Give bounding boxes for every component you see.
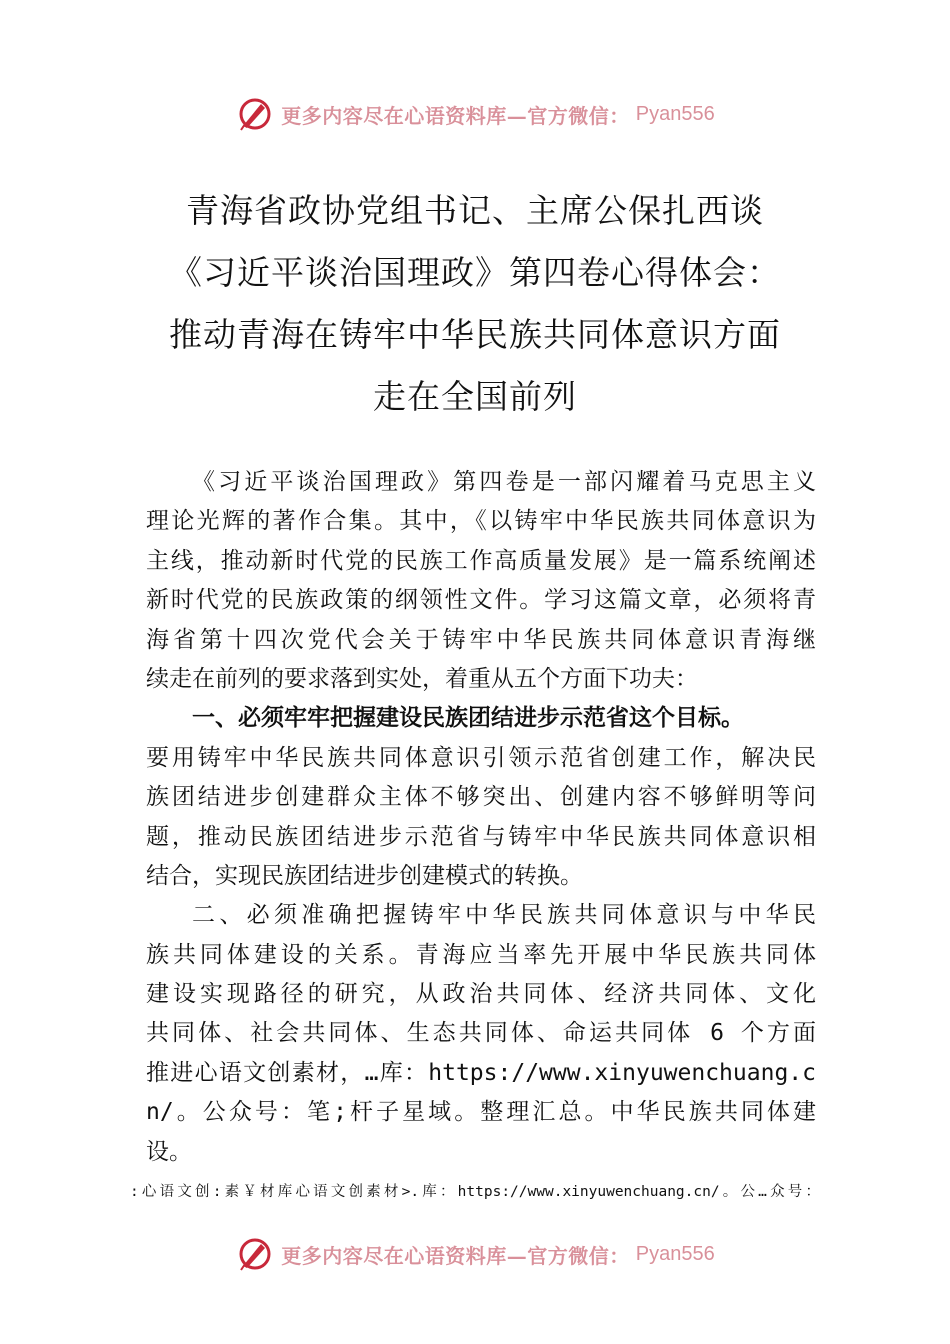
document-body [146, 463, 816, 1172]
banner-wechat-id: Pyan556 [635, 102, 715, 125]
body-line: 续走在前列的要求落到实处，着重从五个方面下功夫： [146, 665, 698, 692]
title-line: 推动青海在铸牢中华民族共同体意识方面 [169, 315, 781, 354]
pen-nib-logo-icon [235, 94, 275, 134]
body-line: 新时代党的民族政策的纲领性文件。学习这篇文章，必须将青 [146, 587, 816, 614]
pen-nib-logo-icon [235, 1234, 275, 1274]
banner-wechat-id: Pyan556 [635, 1242, 715, 1265]
section-heading-one: 一、必须牢牢把握建设民族团结进步示范省这个目标。 [192, 705, 744, 732]
body-line: 推进心语文创素材，…库：https://www.xinyuwenchuang.c [146, 1059, 816, 1086]
document-title [0, 180, 950, 428]
body-line: 《习近平谈治国理政》第四卷是一部闪耀着马克思主义 [192, 469, 816, 495]
body-line: 结合，实现民族团结进步创建模式的转换。 [146, 862, 583, 889]
body-line: 族团结进步创建群众主体不够突出、创建内容不够鲜明等问 [146, 784, 816, 811]
banner-text: 更多内容尽在心语资料库—官方微信： [281, 1243, 630, 1268]
title-line: 青海省政协党组书记、主席公保扎西谈 [186, 191, 764, 230]
body-line: 主线，推动新时代党的民族工作高质量发展》是一篇系统阐述 [146, 547, 816, 574]
section-heading-two: 二、必须准确把握铸牢中华民族共同体意识与中华民 [192, 902, 816, 929]
body-line: 题，推动民族团结进步示范省与铸牢中华民族共同体意识相 [146, 823, 816, 850]
body-line: 设。 [146, 1138, 192, 1165]
body-line: 海省第十四次党代会关于铸牢中华民族共同体意识青海继 [146, 626, 816, 653]
body-line: 共同体、社会共同体、生态共同体、命运共同体 6 个方面 [146, 1020, 816, 1047]
footer-banner [0, 1232, 950, 1276]
header-banner [0, 92, 950, 136]
title-line: 《习近平谈治国理政》第四卷心得体会： [169, 253, 781, 292]
title-line: 走在全国前列 [373, 377, 577, 416]
banner-text: 更多内容尽在心语资料库—官方微信： [281, 103, 630, 128]
footer-note: :心语文创:素￥材库心语文创素材>.库：https://www.xinyuwenchuang.cn/。公…众号： [130, 1184, 820, 1200]
body-line: n/。公众号：笔;杆子星域。整理汇总。中华民族共同体建 [146, 1099, 816, 1126]
body-line: 建设实现路径的研究，从政治共同体、经济共同体、文化 [146, 981, 816, 1008]
body-line: 族共同体建设的关系。青海应当率先开展中华民族共同体 [146, 941, 816, 968]
body-line: 要用铸牢中华民族共同体意识引领示范省创建工作，解决民 [146, 744, 816, 771]
body-line: 理论光辉的著作合集。其中，《以铸牢中华民族共同体意识为 [146, 508, 816, 535]
